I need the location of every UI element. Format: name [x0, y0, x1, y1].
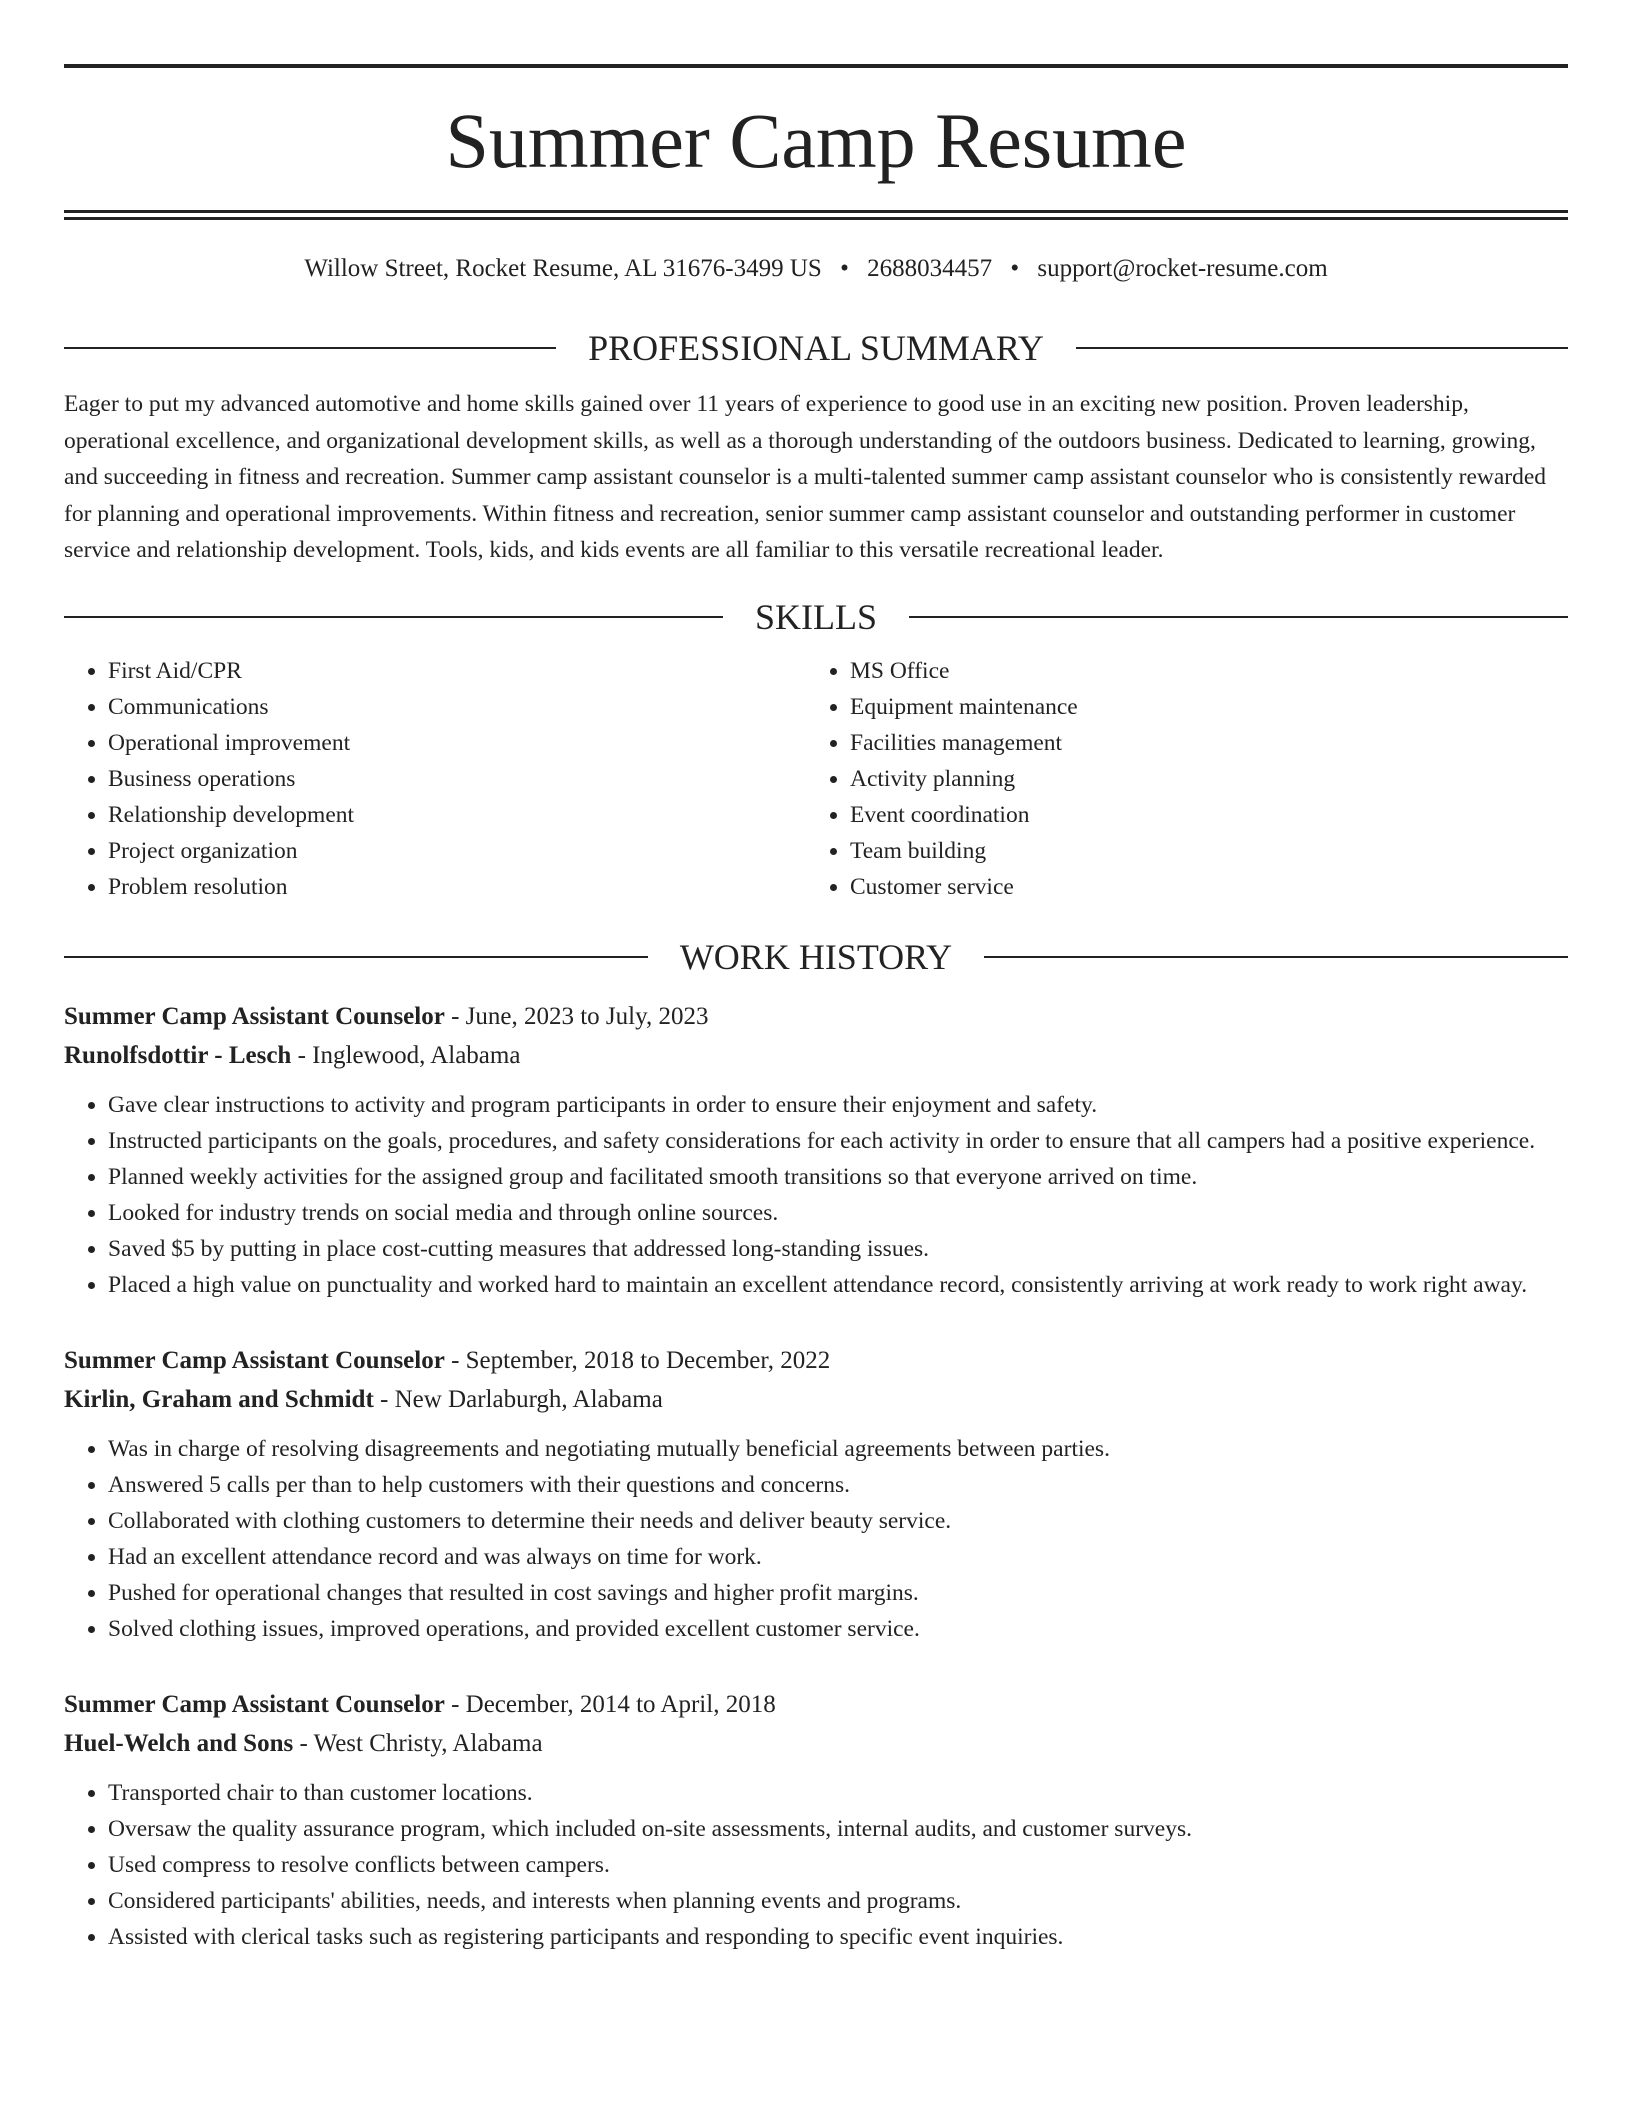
job-location: - New Darlaburgh, Alabama: [373, 1385, 663, 1413]
job-location: - Inglewood, Alabama: [291, 1041, 521, 1069]
skill-item: • First Aid/CPR: [108, 653, 806, 689]
job-bullet: • Placed a high value on punctuality and worked hard to maintain an excellent attendance record, consistently arriving at work ready to work right away.: [108, 1267, 1568, 1303]
job-entry: [64, 1341, 1568, 1647]
job-company-line: [64, 1036, 1568, 1075]
contact-phone: 2688034457: [867, 255, 993, 282]
job-bullet: • Planned weekly activities for the assigned group and facilitated smooth transitions so that everyone arrived on time.: [108, 1159, 1568, 1195]
section-title: SKILLS: [755, 596, 878, 637]
section-title: PROFESSIONAL SUMMARY: [588, 328, 1044, 368]
job-bullet: • Was in charge of resolving disagreements and negotiating mutually beneficial agreements between parties.: [108, 1431, 1568, 1467]
job-title-line: [64, 997, 1568, 1036]
title-double-rule: [64, 210, 1568, 220]
job-bullet: • Assisted with clerical tasks such as registering participants and responding to specific event inquiries.: [108, 1919, 1568, 1955]
skills-column-right: [806, 653, 1548, 905]
heading-rule-right: [984, 956, 1568, 958]
job-company-line: [64, 1380, 1568, 1419]
job-company-line: [64, 1724, 1568, 1763]
job-bullet: • Looked for industry trends on social media and through online sources.: [108, 1195, 1568, 1231]
contact-separator: •: [1010, 255, 1020, 282]
skill-item: • Relationship development: [108, 797, 806, 833]
job-company: Runolfsdottir - Lesch: [64, 1041, 292, 1069]
skills-column-left: [64, 653, 806, 905]
skills-list: [64, 653, 1568, 905]
job-location: - West Christy, Alabama: [293, 1729, 543, 1757]
job-bullet: • Saved $5 by putting in place cost-cutting measures that addressed long-standing issues.: [108, 1231, 1568, 1267]
section-heading-work-history: [64, 936, 1568, 977]
section-title: WORK HISTORY: [679, 936, 953, 977]
job-entry: [64, 997, 1568, 1303]
job-entry: [64, 1685, 1568, 1955]
job-title: Summer Camp Assistant Counselor: [64, 1002, 445, 1030]
job-bullets: [64, 1431, 1568, 1647]
job-bullet: • Gave clear instructions to activity and program participants in order to ensure their enjoyment and safety.: [108, 1087, 1568, 1123]
job-title: Summer Camp Assistant Counselor: [64, 1690, 445, 1718]
section-heading-summary: [64, 330, 1568, 366]
job-title-line: [64, 1341, 1568, 1380]
contact-address: Willow Street, Rocket Resume, AL 31676-3499 US: [304, 255, 822, 282]
job-bullet: • Transported chair to than customer locations.: [108, 1775, 1568, 1811]
work-history-list: [64, 997, 1568, 1955]
job-bullets: [64, 1087, 1568, 1303]
heading-rule-left: [64, 956, 648, 958]
resume-page: [64, 64, 1568, 1955]
heading-rule-right: [1076, 347, 1568, 349]
skill-item: • Facilities management: [850, 725, 1548, 761]
skill-item: • Operational improvement: [108, 725, 806, 761]
job-bullet: • Had an excellent attendance record and was always on time for work.: [108, 1539, 1568, 1575]
job-dates: - September, 2018 to December, 2022: [444, 1346, 831, 1374]
skill-item: • Event coordination: [850, 797, 1548, 833]
professional-summary-text: Eager to put my advanced automotive and home skills gained over 11 years of experience to good use in an exciting new position. Proven leadership, operational excellence, and organizational development skills, as well as a thorough understanding of the outdoors business. Dedicated to learning, growing, and succeeding in fitness and recreation. Summer camp assistant counselor is a multi-talented summer camp assistant counselor who is consistently rewarded for planning and operational improvements. Within fitness and recreation, senior summer camp assistant counselor and outstanding performer in customer service and relationship development. Tools, kids, and kids events are all familiar to this versatile recreational leader.: [64, 391, 1547, 563]
skill-item: • Project organization: [108, 833, 806, 869]
skill-item: • Communications: [108, 689, 806, 725]
job-dates: - December, 2014 to April, 2018: [444, 1690, 776, 1718]
skill-item: • Customer service: [850, 869, 1548, 905]
heading-rule-right: [909, 616, 1568, 618]
contact-email: support@rocket-resume.com: [1037, 255, 1328, 282]
section-heading-skills: [64, 596, 1568, 637]
job-title: Summer Camp Assistant Counselor: [64, 1346, 445, 1374]
job-bullet: • Used compress to resolve conflicts between campers.: [108, 1847, 1568, 1883]
job-bullet: • Instructed participants on the goals, procedures, and safety considerations for each activity in order to ensure that all campers had a positive experience.: [108, 1123, 1568, 1159]
job-bullet: • Answered 5 calls per than to help customers with their questions and concerns.: [108, 1467, 1568, 1503]
job-bullet: • Considered participants' abilities, needs, and interests when planning events and programs.: [108, 1883, 1568, 1919]
job-company: Huel-Welch and Sons: [64, 1729, 294, 1757]
job-dates: - June, 2023 to July, 2023: [444, 1002, 709, 1030]
skill-item: • Problem resolution: [108, 869, 806, 905]
contact-separator: •: [840, 255, 849, 282]
skill-item: • Business operations: [108, 761, 806, 797]
resume-title: Summer Camp Resume: [445, 97, 1187, 184]
skill-item: • Team building: [850, 833, 1548, 869]
job-bullet: • Solved clothing issues, improved operations, and provided excellent customer service.: [108, 1611, 1568, 1647]
contact-line: [64, 254, 1568, 284]
job-company: Kirlin, Graham and Schmidt: [64, 1385, 374, 1413]
job-bullets: [64, 1775, 1568, 1955]
job-bullet: • Oversaw the quality assurance program, which included on-site assessments, internal audits, and customer surveys.: [108, 1811, 1568, 1847]
job-title-line: [64, 1685, 1568, 1724]
job-bullet: • Pushed for operational changes that resulted in cost savings and higher profit margins.: [108, 1575, 1568, 1611]
job-bullet: • Collaborated with clothing customers to determine their needs and deliver beauty service.: [108, 1503, 1568, 1539]
skill-item: • Equipment maintenance: [850, 689, 1548, 725]
skill-item: • Activity planning: [850, 761, 1548, 797]
heading-rule-left: [64, 347, 556, 349]
skill-item: • MS Office: [850, 653, 1548, 689]
heading-rule-left: [64, 616, 723, 618]
